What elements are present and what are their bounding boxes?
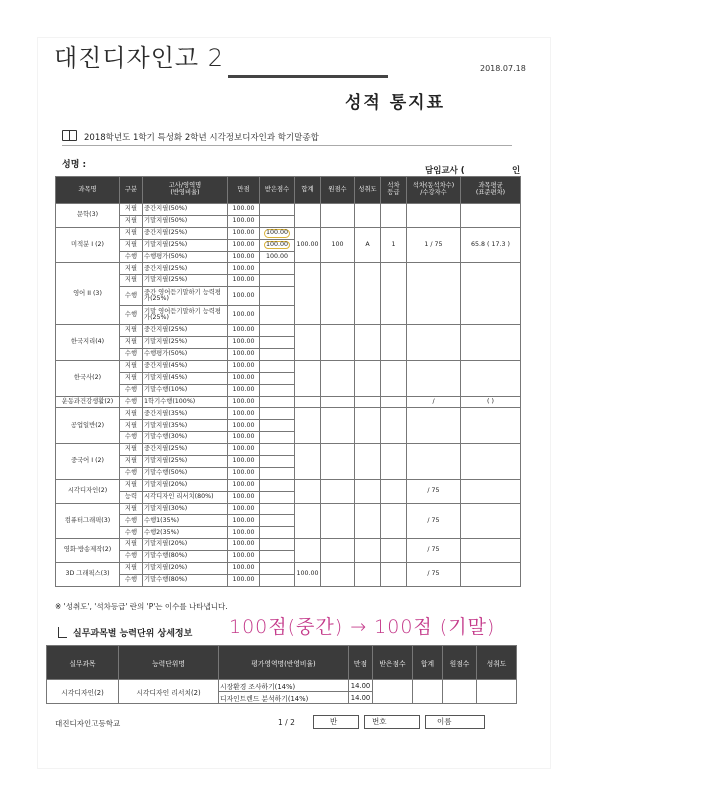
received-score (260, 527, 295, 539)
assessment-area: 기말수행(30%) (143, 432, 228, 444)
rank-cell: / (407, 396, 461, 408)
grades-table (55, 176, 521, 587)
assessment-area: 기말지필(20%) (143, 563, 228, 575)
received-score (260, 539, 295, 551)
title-bar (228, 75, 388, 78)
received-score (260, 287, 295, 306)
assessment-area: 중간지필(25%) (143, 263, 228, 275)
assessment-type: 수행 (120, 432, 143, 444)
achievement-cell (355, 444, 381, 480)
achievement-cell (355, 479, 381, 503)
subject-name: 영어 II (3) (56, 263, 120, 325)
assessment-area: 중간지필(45%) (143, 360, 228, 372)
assessment-area: 기말지필(20%) (143, 479, 228, 491)
rank-grade-cell (381, 360, 407, 396)
assessment-area: 기말지필(50%) (143, 215, 228, 227)
assessment-area: 1학기수행(100%) (143, 396, 228, 408)
rank-grade-cell (381, 479, 407, 503)
raw-score-cell (443, 680, 477, 704)
assessment-type: 수행 (120, 251, 143, 263)
assessment-area: 기말지필(35%) (143, 420, 228, 432)
assessment-area: 기말수행(10%) (143, 384, 228, 396)
assessment-type: 수행 (120, 287, 143, 306)
assessment-type: 수행 (120, 349, 143, 361)
max-score: 100.00 (228, 396, 260, 408)
name-box (425, 715, 485, 729)
average-cell (461, 408, 521, 444)
assessment-type: 지필 (120, 239, 143, 251)
average-cell (461, 325, 521, 361)
average-cell: 65.8 ( 17.3 ) (461, 227, 521, 263)
max-score: 100.00 (228, 215, 260, 227)
received-score (260, 251, 295, 263)
rank-grade-cell (381, 563, 407, 587)
achievement-cell (477, 680, 517, 704)
column-header: 실무과목 (47, 646, 119, 680)
max-score: 100.00 (228, 337, 260, 349)
rank-grade-cell (381, 263, 407, 325)
class-box (313, 715, 359, 729)
table-row (56, 563, 521, 575)
assessment-area: 중간 영어듣기말하기 능력평가(25%) (143, 287, 228, 306)
raw-score-cell (321, 408, 355, 444)
table-row (56, 360, 521, 372)
assessment-type: 수행 (120, 396, 143, 408)
received-score (260, 551, 295, 563)
assessment-area: 기말지필(25%) (143, 337, 228, 349)
received-score (260, 563, 295, 575)
subject-name: 중국어 I (2) (56, 444, 120, 480)
average-cell (461, 479, 521, 503)
rank-grade-cell: 1 (381, 227, 407, 263)
column-header: 원점수 (443, 646, 477, 680)
received-score (260, 467, 295, 479)
assessment-type: 지필 (120, 275, 143, 287)
max-score: 100.00 (228, 372, 260, 384)
table-row (56, 263, 521, 275)
assessment-area: 중간지필(25%) (143, 444, 228, 456)
max-score: 100.00 (228, 275, 260, 287)
assessment-type: 수행 (120, 384, 143, 396)
assessment-type: 지필 (120, 456, 143, 468)
received-score (260, 360, 295, 372)
received-score-value: 100.00 (265, 228, 289, 236)
skill-unit: 시각디자인 리서치(2) (119, 680, 219, 704)
max-score: 100.00 (228, 408, 260, 420)
rank-cell (407, 408, 461, 444)
rank-grade-cell (381, 408, 407, 444)
achievement-cell (355, 503, 381, 539)
rank-cell: / 75 (407, 563, 461, 587)
assessment-type: 지필 (120, 563, 143, 575)
received-score (260, 325, 295, 337)
rank-grade-cell (381, 396, 407, 408)
raw-score-cell (321, 503, 355, 539)
achievement-cell (355, 325, 381, 361)
assessment-type: 수행 (120, 527, 143, 539)
handwritten-annotation: 100점(중간) → 100점 (기말) (229, 616, 496, 638)
max-score: 100.00 (228, 539, 260, 551)
table-row (56, 444, 521, 456)
max-score: 14.00 (349, 692, 373, 704)
max-score: 100.00 (228, 325, 260, 337)
average-cell (461, 539, 521, 563)
column-header: 과목평균 (표준편차) (461, 177, 521, 204)
total-score-cell (295, 325, 321, 361)
assessment-area: 수행2(35%) (143, 527, 228, 539)
max-score: 100.00 (228, 456, 260, 468)
bracket-icon (58, 627, 67, 638)
column-header: 석차 등급 (381, 177, 407, 204)
subject-name: 한국지리(4) (56, 325, 120, 361)
table-row (56, 479, 521, 491)
table-row (56, 204, 521, 216)
footnote: ※ '성취도', '석차등급' 란의 'P'는 이수를 나타냅니다. (55, 602, 228, 611)
table-row (56, 503, 521, 515)
raw-score-cell (321, 263, 355, 325)
achievement-cell (355, 263, 381, 325)
rank-grade-cell (381, 503, 407, 539)
section-title (58, 626, 192, 639)
raw-score-cell (321, 204, 355, 228)
max-score: 100.00 (228, 349, 260, 361)
table-row (56, 408, 521, 420)
achievement-cell (355, 563, 381, 587)
column-header: 고사/영역명 (반영비율) (143, 177, 228, 204)
received-score (260, 384, 295, 396)
class-label: 반 (330, 717, 338, 726)
achievement-cell: A (355, 227, 381, 263)
column-header: 만점 (228, 177, 260, 204)
subject-name: 미적분 I (2) (56, 227, 120, 263)
received-score (260, 420, 295, 432)
assessment-type: 지필 (120, 539, 143, 551)
total-score-cell (413, 680, 443, 704)
subject-name: 영화·방송제작(2) (56, 539, 120, 563)
max-score: 100.00 (228, 503, 260, 515)
subject-name: 한국사(2) (56, 360, 120, 396)
received-score-value: 100.00 (265, 240, 289, 248)
received-score (260, 306, 295, 325)
subject-name: 시각디자인(2) (56, 479, 120, 503)
max-score: 100.00 (228, 306, 260, 325)
assessment-type: 지필 (120, 337, 143, 349)
average-cell (461, 263, 521, 325)
total-score-cell (295, 503, 321, 539)
column-header: 성취도 (477, 646, 517, 680)
assessment-area: 중간지필(35%) (143, 408, 228, 420)
assessment-type: 지필 (120, 215, 143, 227)
rank-cell (407, 325, 461, 361)
received-score (260, 456, 295, 468)
column-header: 석차(동석차수) /수강자수 (407, 177, 461, 204)
subject-name: 문학(3) (56, 204, 120, 228)
max-score: 100.00 (228, 479, 260, 491)
subject-name: 공업일반(2) (56, 408, 120, 444)
achievement-cell (355, 408, 381, 444)
received-score (260, 396, 295, 408)
column-header: 합계 (413, 646, 443, 680)
rank-grade-cell (381, 325, 407, 361)
max-score: 100.00 (228, 420, 260, 432)
raw-score-cell (321, 563, 355, 587)
assessment-area: 기말지필(25%) (143, 239, 228, 251)
raw-score-cell (321, 325, 355, 361)
assessment-type: 수행 (120, 551, 143, 563)
assessment-type: 지필 (120, 360, 143, 372)
assessment-type: 수행 (120, 306, 143, 325)
raw-score-cell (321, 539, 355, 563)
max-score: 100.00 (228, 574, 260, 586)
max-score: 100.00 (228, 467, 260, 479)
rank-cell: / 75 (407, 479, 461, 503)
raw-score-cell (321, 396, 355, 408)
received-score (260, 337, 295, 349)
skills-table (46, 645, 517, 704)
max-score: 100.00 (228, 204, 260, 216)
assessment-area: 기말수행(80%) (143, 551, 228, 563)
received-score (260, 239, 295, 251)
total-score-cell (295, 396, 321, 408)
received-score (260, 349, 295, 361)
grades-header-row (56, 177, 521, 204)
received-score (260, 515, 295, 527)
received-score (260, 574, 295, 586)
total-score-cell (295, 204, 321, 228)
received-score (260, 503, 295, 515)
assessment-type: 지필 (120, 503, 143, 515)
assessment-area: 기말지필(25%) (143, 456, 228, 468)
average-cell: ( ) (461, 396, 521, 408)
skill-area: 시장환경 조사하기(14%) (219, 680, 349, 692)
achievement-cell (355, 360, 381, 396)
assessment-type: 지필 (120, 479, 143, 491)
table-row (47, 680, 517, 692)
total-score-cell (295, 360, 321, 396)
rank-cell (407, 444, 461, 480)
subject-name: 컴퓨터그래픽(3) (56, 503, 120, 539)
page-title: 성적 통지표 (344, 93, 446, 113)
assessment-area: 중간지필(25%) (143, 227, 228, 239)
column-header: 원점수 (321, 177, 355, 204)
table-row (56, 539, 521, 551)
rank-cell (407, 360, 461, 396)
assessment-area: 수행1(35%) (143, 515, 228, 527)
handwritten-title: 대진디자인고 2 (54, 44, 225, 72)
assessment-area: 수행평가(50%) (143, 349, 228, 361)
assessment-area: 시각디자인 리서치(80%) (143, 491, 228, 503)
total-score-cell (295, 408, 321, 444)
assessment-type: 지필 (120, 372, 143, 384)
max-score: 100.00 (228, 444, 260, 456)
assessment-area: 중간지필(50%) (143, 204, 228, 216)
student-name-label: 성명 : (62, 160, 87, 170)
assessment-area: 기말지필(20%) (143, 539, 228, 551)
assessment-type: 수행 (120, 574, 143, 586)
teacher-label: 담임교사 ( (425, 166, 465, 176)
received-score (260, 215, 295, 227)
max-score: 100.00 (228, 227, 260, 239)
received-score-value: 100.00 (265, 252, 289, 260)
rank-cell: / 75 (407, 539, 461, 563)
max-score: 100.00 (228, 287, 260, 306)
rank-grade-cell (381, 444, 407, 480)
column-header: 능력단위명 (119, 646, 219, 680)
max-score: 100.00 (228, 360, 260, 372)
average-cell (461, 503, 521, 539)
received-score (260, 275, 295, 287)
assessment-area: 중간지필(25%) (143, 325, 228, 337)
name-label: 이름 (437, 717, 452, 726)
skill-area: 디자인트렌드 분석하기(14%) (219, 692, 349, 704)
average-cell (461, 360, 521, 396)
assessment-type: 지필 (120, 408, 143, 420)
rank-cell (407, 204, 461, 228)
total-score-cell: 100.00 (295, 227, 321, 263)
total-score-cell: 100.00 (295, 563, 321, 587)
school-name: 대진디자인고등학교 (55, 719, 121, 728)
assessment-type: 지필 (120, 444, 143, 456)
assessment-area: 기말수행(50%) (143, 467, 228, 479)
table-row (56, 396, 521, 408)
assessment-type: 능력 (120, 491, 143, 503)
total-score-cell (295, 479, 321, 503)
raw-score-cell: 100 (321, 227, 355, 263)
max-score: 100.00 (228, 551, 260, 563)
skills-header-row (47, 646, 517, 680)
rank-cell: / 75 (407, 503, 461, 539)
rank-grade-cell (381, 204, 407, 228)
assessment-area: 기말지필(30%) (143, 503, 228, 515)
max-score: 100.00 (228, 527, 260, 539)
column-header: 구분 (120, 177, 143, 204)
report-date: 2018.07.18 (480, 64, 526, 73)
total-score-cell (295, 444, 321, 480)
assessment-area: 기말 영어듣기말하기 능력평가(25%) (143, 306, 228, 325)
max-score: 100.00 (228, 263, 260, 275)
achievement-cell (355, 204, 381, 228)
rank-cell (407, 263, 461, 325)
assessment-type: 지필 (120, 227, 143, 239)
column-header: 성취도 (355, 177, 381, 204)
received-score (260, 408, 295, 420)
received-score (373, 680, 413, 704)
assessment-type: 지필 (120, 420, 143, 432)
rank-cell: 1 / 75 (407, 227, 461, 263)
max-score: 100.00 (228, 251, 260, 263)
received-score (260, 372, 295, 384)
assessment-area: 기말지필(45%) (143, 372, 228, 384)
received-score (260, 263, 295, 275)
skill-subject: 시각디자인(2) (47, 680, 119, 704)
received-score (260, 227, 295, 239)
max-score: 100.00 (228, 563, 260, 575)
received-score (260, 479, 295, 491)
assessment-area: 기말지필(25%) (143, 275, 228, 287)
rank-grade-cell (381, 539, 407, 563)
assessment-area: 수행평가(50%) (143, 251, 228, 263)
book-icon (62, 130, 77, 141)
subject-name: 운동과건강생활(2) (56, 396, 120, 408)
column-header: 만점 (349, 646, 373, 680)
page-number: 1 / 2 (278, 718, 295, 727)
number-box (364, 715, 420, 729)
max-score: 100.00 (228, 515, 260, 527)
section-title-text: 실무과목별 능력단위 상세정보 (73, 629, 193, 639)
received-score (260, 444, 295, 456)
raw-score-cell (321, 360, 355, 396)
assessment-type: 지필 (120, 325, 143, 337)
assessment-type: 지필 (120, 204, 143, 216)
average-cell (461, 444, 521, 480)
max-score: 14.00 (349, 680, 373, 692)
max-score: 100.00 (228, 384, 260, 396)
subject-name: 3D 그래픽스(3) (56, 563, 120, 587)
column-header: 합계 (295, 177, 321, 204)
received-score (260, 491, 295, 503)
column-header: 받은점수 (260, 177, 295, 204)
average-cell (461, 563, 521, 587)
average-cell (461, 204, 521, 228)
total-score-cell (295, 263, 321, 325)
assessment-area: 기말수행(80%) (143, 574, 228, 586)
assessment-type: 수행 (120, 467, 143, 479)
teacher-seal-label: 인 (512, 166, 521, 176)
raw-score-cell (321, 479, 355, 503)
column-header: 평가영역명(반영비율) (219, 646, 349, 680)
number-label: 번호 (372, 717, 387, 726)
assessment-type: 지필 (120, 263, 143, 275)
received-score (260, 432, 295, 444)
assessment-type: 수행 (120, 515, 143, 527)
achievement-cell (355, 396, 381, 408)
achievement-cell (355, 539, 381, 563)
column-header: 받은점수 (373, 646, 413, 680)
raw-score-cell (321, 444, 355, 480)
term-info-text: 2018학년도 1학기 특성화 2학년 시각정보디자인과 학기말종합 (84, 133, 319, 143)
received-score (260, 204, 295, 216)
table-row (56, 325, 521, 337)
max-score: 100.00 (228, 239, 260, 251)
term-info (62, 130, 319, 143)
column-header: 과목명 (56, 177, 120, 204)
total-score-cell (295, 539, 321, 563)
max-score: 100.00 (228, 491, 260, 503)
max-score: 100.00 (228, 432, 260, 444)
divider (62, 145, 512, 146)
table-row (56, 227, 521, 239)
